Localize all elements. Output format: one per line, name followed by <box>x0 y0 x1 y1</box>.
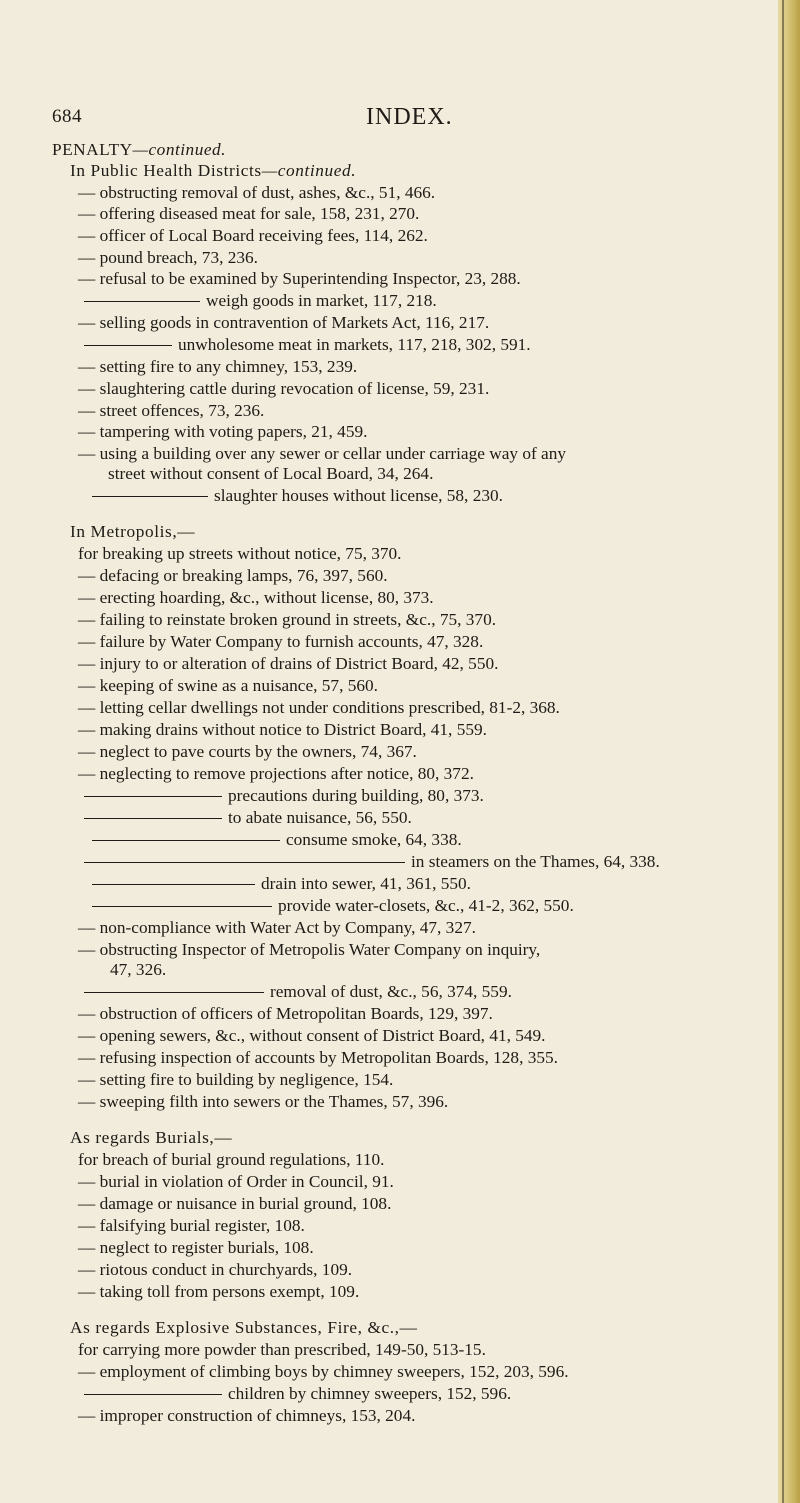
index-subentry: weigh goods in market, 117, 218. <box>84 291 437 311</box>
index-subentry: to abate nuisance, 56, 550. <box>84 808 412 828</box>
index-entry-continuation: street without consent of Local Board, 34, 264. <box>108 464 434 483</box>
continuation-rule <box>84 818 222 819</box>
index-entry: — tampering with voting papers, 21, 459. <box>78 422 368 441</box>
continuation-rule <box>84 796 222 797</box>
section-title-burials: As regards Burials,— <box>70 1128 233 1147</box>
index-entry: — setting fire to building by negligence, 154. <box>78 1070 394 1089</box>
index-entry: — neglect to pave courts by the owners, 74, 367. <box>78 742 417 761</box>
heading-word: PENALTY <box>52 140 133 159</box>
index-entry: — taking toll from persons exempt, 109. <box>78 1282 360 1301</box>
index-subentry: provide water-closets, &c., 41-2, 362, 550. <box>92 896 574 916</box>
index-entry: for breaking up streets without notice, 75, 370. <box>78 544 402 563</box>
index-entry: — offering diseased meat for sale, 158, 231, 270. <box>78 204 420 223</box>
index-entry: — keeping of swine as a nuisance, 57, 560. <box>78 676 378 695</box>
index-entry: — letting cellar dwellings not under conditions prescribed, 81-2, 368. <box>78 698 560 717</box>
section-title-suffix: —continued. <box>261 161 357 180</box>
index-entry: — failing to reinstate broken ground in streets, &c., 75, 370. <box>78 610 497 629</box>
penalty-heading <box>52 140 226 160</box>
index-entry: — obstruction of officers of Metropolitan Boards, 129, 397. <box>78 1004 493 1023</box>
section-title-public-health: In Public Health Districts—continued. <box>70 161 357 180</box>
index-entry: — selling goods in contravention of Markets Act, 116, 217. <box>78 313 490 332</box>
heading-suffix: —continued. <box>132 140 226 159</box>
index-entry: — refusal to be examined by Superintending Inspector, 23, 288. <box>78 269 521 288</box>
index-entry: — employment of climbing boys by chimney sweepers, 152, 203, 596. <box>78 1362 569 1381</box>
index-entry: — using a building over any sewer or cellar under carriage way of any <box>78 444 567 463</box>
index-entry: — erecting hoarding, &c., without license, 80, 373. <box>78 588 434 607</box>
page-number: 684 <box>52 106 82 127</box>
continuation-rule <box>84 992 264 993</box>
index-entry: — opening sewers, &c., without consent of District Board, 41, 549. <box>78 1026 546 1045</box>
index-entry: — burial in violation of Order in Council, 91. <box>78 1172 394 1191</box>
index-entry: — street offences, 73, 236. <box>78 401 265 420</box>
index-subentry: removal of dust, &c., 56, 374, 559. <box>84 982 512 1002</box>
index-entry: — falsifying burial register, 108. <box>78 1216 305 1235</box>
index-entry: — obstructing removal of dust, ashes, &c., 51, 466. <box>78 183 436 202</box>
index-entry: — damage or nuisance in burial ground, 108. <box>78 1194 392 1213</box>
index-subentry: precautions during building, 80, 373. <box>84 786 484 806</box>
index-entry: — making drains without notice to District Board, 41, 559. <box>78 720 487 739</box>
index-entry: — pound breach, 73, 236. <box>78 248 258 267</box>
index-entry: — sweeping filth into sewers or the Thames, 57, 396. <box>78 1092 449 1111</box>
index-entry: — riotous conduct in churchyards, 109. <box>78 1260 353 1279</box>
index-subentry: consume smoke, 64, 338. <box>92 830 462 850</box>
index-entry: for breach of burial ground regulations, 110. <box>78 1150 385 1169</box>
continuation-rule <box>84 301 200 302</box>
index-subentry: children by chimney sweepers, 152, 596. <box>84 1384 511 1404</box>
index-entry: — neglecting to remove projections after notice, 80, 372. <box>78 764 474 783</box>
index-entry: — neglect to register burials, 108. <box>78 1238 314 1257</box>
index-subentry: slaughter houses without license, 58, 230. <box>92 486 503 506</box>
index-entry: — injury to or alteration of drains of District Board, 42, 550. <box>78 654 499 673</box>
index-entry: — failure by Water Company to furnish accounts, 47, 328. <box>78 632 484 651</box>
index-subentry: in steamers on the Thames, 64, 338. <box>84 852 660 872</box>
continuation-rule <box>92 884 255 885</box>
index-subentry: unwholesome meat in markets, 117, 218, 302, 591. <box>84 335 531 355</box>
index-entry: — refusing inspection of accounts by Metropolitan Boards, 128, 355. <box>78 1048 558 1067</box>
index-entry: — defacing or breaking lamps, 76, 397, 560. <box>78 566 388 585</box>
index-entry-continuation: 47, 326. <box>110 960 167 979</box>
index-entry: for carrying more powder than prescribed, 149-50, 513-15. <box>78 1340 486 1359</box>
index-entry: — improper construction of chimneys, 153, 204. <box>78 1406 416 1425</box>
continuation-rule <box>92 496 208 497</box>
continuation-rule <box>84 1394 222 1395</box>
section-title-metropolis: In Metropolis,— <box>70 522 196 541</box>
continuation-rule <box>92 906 272 907</box>
index-entry: — slaughtering cattle during revocation of license, 59, 231. <box>78 379 490 398</box>
continuation-rule <box>84 345 172 346</box>
section-title-explosives: As regards Explosive Substances, Fire, &c.,— <box>70 1318 418 1337</box>
continuation-rule <box>92 840 280 841</box>
continuation-rule <box>84 862 405 863</box>
index-entry: — non-compliance with Water Act by Company, 47, 327. <box>78 918 476 937</box>
page-edge-line <box>782 0 784 1503</box>
index-subentry: drain into sewer, 41, 361, 550. <box>92 874 471 894</box>
index-entry: — officer of Local Board receiving fees, 114, 262. <box>78 226 428 245</box>
index-entry: — setting fire to any chimney, 153, 239. <box>78 357 358 376</box>
index-entry: — obstructing Inspector of Metropolis Water Company on inquiry, <box>78 940 541 959</box>
running-head: INDEX. <box>366 104 453 130</box>
